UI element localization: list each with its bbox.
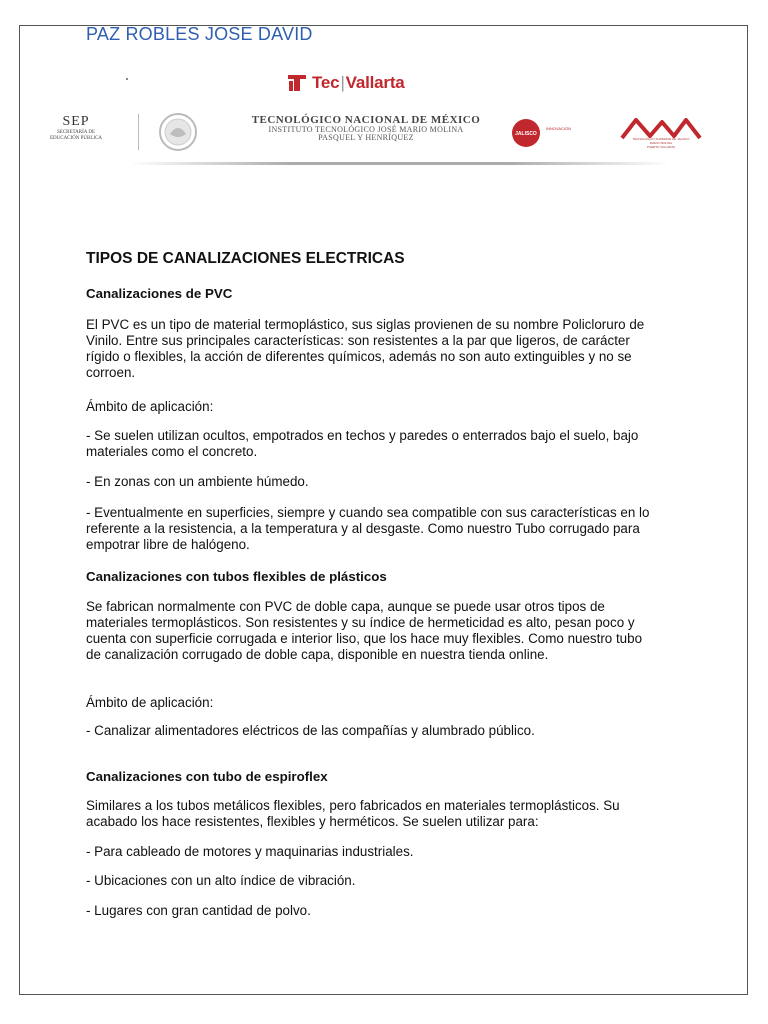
sep-logo: [30, 114, 122, 142]
sep-logo-line2: EDUCACIÓN PÚBLICA: [49, 136, 103, 141]
section-heading: Canalizaciones con tubos flexibles de plásticos: [86, 569, 387, 584]
tecnm-line3: PASQUEL Y HENRÍQUEZ: [318, 133, 414, 142]
document-title: TIPOS DE CANALIZACIONES ELECTRICAS: [86, 250, 405, 267]
jalisco-subtext: INNOVACIÓN: [546, 126, 572, 131]
paragraph: Ámbito de aplicación:: [86, 695, 214, 710]
paragraph: - En zonas con un ambiente húmedo.: [86, 474, 309, 489]
logo-divider: [138, 114, 139, 150]
paragraph: - Se suelen utilizan ocultos, empotrados en techos y paredes o enterrados bajo el suelo, bajo materiales como el concreto.: [86, 428, 639, 459]
tec-t-icon: [287, 73, 307, 93]
paragraph: Se fabrican normalmente con PVC de doble capa, aunque se puede usar otros tipos de materiales termoplásticos. Son resistentes y su índice de hermeticidad es alto, pesan poco y cuenta con superficie corrugada e interior liso, que los hace muy flexibles. Como nuestro tubo de canalización corrugado de doble capa, disponible en nuestra tienda online.: [86, 599, 643, 662]
sep-logo-line1: SECRETARÍA DE: [56, 130, 96, 135]
author-name: PAZ ROBLES JOSE DAVID: [86, 24, 313, 44]
paragraph: - Eventualmente en superficies, siempre y cuando sea compatible con sus características en lo referente a la resistencia, a la temperatura y al desgaste. Como nuestro Tubo corrugado para empotrar libre de halógeno.: [86, 505, 650, 552]
paragraph: - Para cableado de motores y maquinarias industriales.: [86, 844, 414, 859]
jalisco-logo-icon: [506, 116, 606, 150]
paragraph: Similares a los tubos metálicos flexibles, pero fabricados en materiales termoplásticos. Su acabado los hace resistentes, flexibles y herméticos. Se suelen utilizar para:: [86, 798, 620, 829]
stray-dot: [126, 78, 128, 80]
institution-logos-band: [30, 110, 720, 170]
tec-vallarta-logo: [287, 72, 405, 94]
national-seal-icon: [154, 112, 202, 152]
tecnm-line1: TECNOLÓGICO NACIONAL DE MÉXICO: [251, 114, 481, 126]
tec-separator: |: [340, 73, 345, 92]
paragraph: - Canalizar alimentadores eléctricos de las compañías y alumbrado público.: [86, 723, 535, 738]
section-heading: Canalizaciones de PVC: [86, 286, 233, 301]
tecnm-line2: INSTITUTO TECNOLÓGICO JOSÉ MARIO MOLINA: [268, 125, 464, 134]
section-heading: Canalizaciones con tubo de espiroflex: [86, 769, 328, 784]
paragraph: El PVC es un tipo de material termoplástico, sus siglas provienen de su nombre Policloruro de Vinilo. Entre sus principales características: son resistentes a la par que ligeros, de carácter rígido o flexibles, la acción de diferentes químicos, además no son auto extinguibles y no se corroen.: [86, 317, 645, 380]
tec-word: Tec: [312, 73, 340, 92]
paragraph: - Lugares con gran cantidad de polvo.: [86, 903, 311, 918]
mm-line2: MARIO MOLINA: [649, 141, 673, 145]
tecnm-text-logo: [216, 114, 516, 142]
mm-line1: TECNOLÓGICO SUPERIOR DE JALISCO: [632, 137, 690, 141]
paragraph: - Ubicaciones con un alto índice de vibración.: [86, 873, 356, 888]
paragraph: Ámbito de aplicación:: [86, 399, 214, 414]
mm-line3: PUERTO VALLARTA: [646, 145, 676, 149]
jalisco-logo-text: JALISCO: [515, 131, 537, 137]
sep-logo-title: SEP: [62, 114, 90, 129]
mario-molina-text: [618, 137, 704, 149]
vallarta-word: Vallarta: [345, 73, 405, 92]
header-rule: [130, 162, 670, 165]
